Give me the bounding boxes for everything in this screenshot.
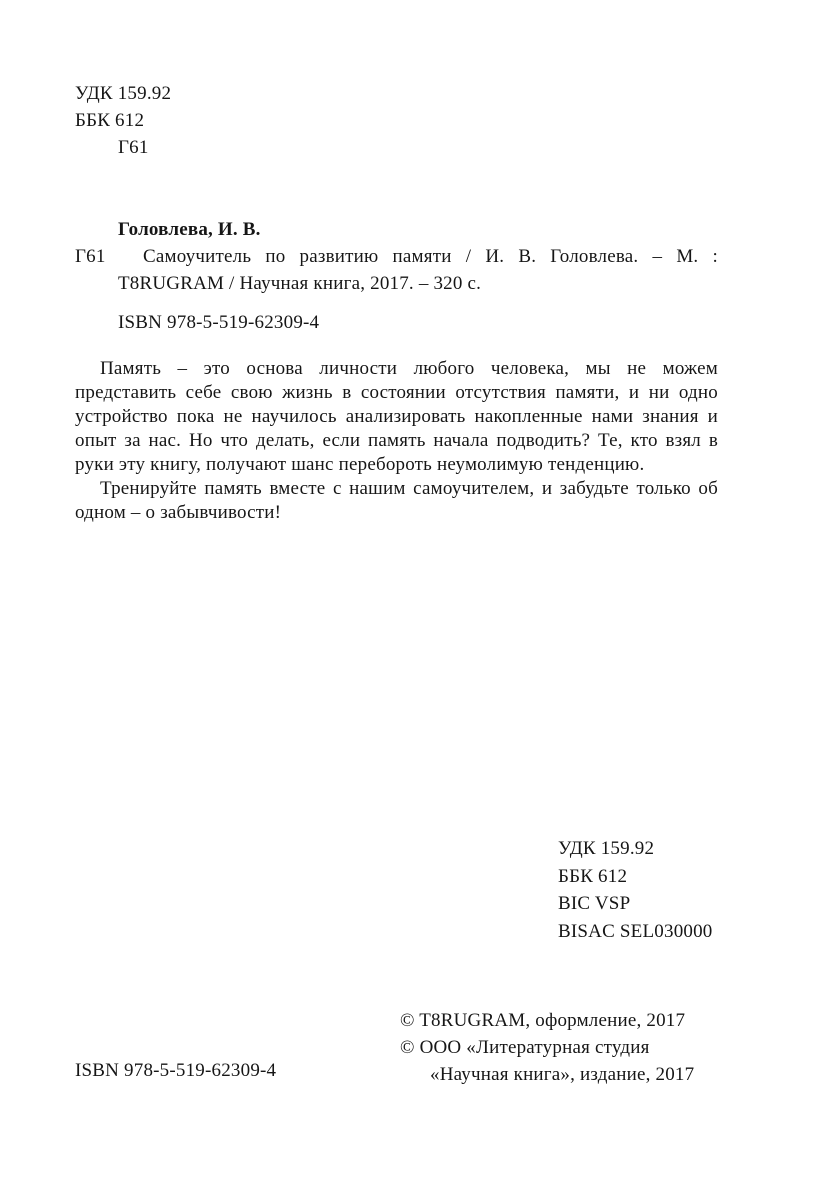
- isbn-top: ISBN 978-5-519-62309-4: [118, 312, 320, 333]
- annotation-paragraph-2: Тренируйте память вместе с нашим самоучителем, и забудьте только об одном – о забывчивости!: [75, 478, 718, 523]
- udk-code-bottom: УДК 159.92: [558, 838, 655, 859]
- copyright-line-1: © T8RUGRAM, оформление, 2017: [400, 1010, 686, 1031]
- copyright-block: [400, 1007, 694, 1088]
- classification-codes-block: [558, 835, 713, 945]
- top-classification-block: [75, 80, 171, 161]
- catalog-entry-block: [75, 216, 718, 336]
- author-sign-top: Г61: [118, 137, 149, 158]
- bic-code: BIC VSP: [558, 893, 631, 914]
- udk-code-top: УДК 159.92: [75, 83, 172, 104]
- catalog-author: Головлева, И. В.: [118, 219, 261, 240]
- bisac-code: BISAC SEL030000: [558, 920, 713, 942]
- catalog-description: Самоучитель по развитию памяти / И. В. Головлева. – М. : T8RUGRAM / Научная книга, 2017. – 320 с.: [118, 246, 718, 294]
- copyright-line-2: © ООО «Литературная студия: [400, 1037, 650, 1058]
- annotation-paragraph-1: Память – это основа личности любого человека, мы не можем представить себе свою жизнь в состоянии отсутствия памяти, и ни одно устройство пока не научилось анализировать накопленные нами знания и опыт за нас. Но что делать, если память начала подводить? Те, кто взял в руки эту книгу, получают шанс перебороть неумолимую тенденцию.: [75, 358, 718, 475]
- catalog-entry-row: [75, 243, 718, 297]
- copyright-line-3: «Научная книга», издание, 2017: [430, 1064, 695, 1085]
- author-sign-entry: Г61: [75, 246, 106, 267]
- bbk-code-bottom: ББК 612: [558, 865, 628, 887]
- isbn-bottom: ISBN 978-5-519-62309-4: [75, 1060, 277, 1081]
- bbk-code-top: ББК 612: [75, 110, 145, 131]
- annotation-block: [75, 357, 718, 525]
